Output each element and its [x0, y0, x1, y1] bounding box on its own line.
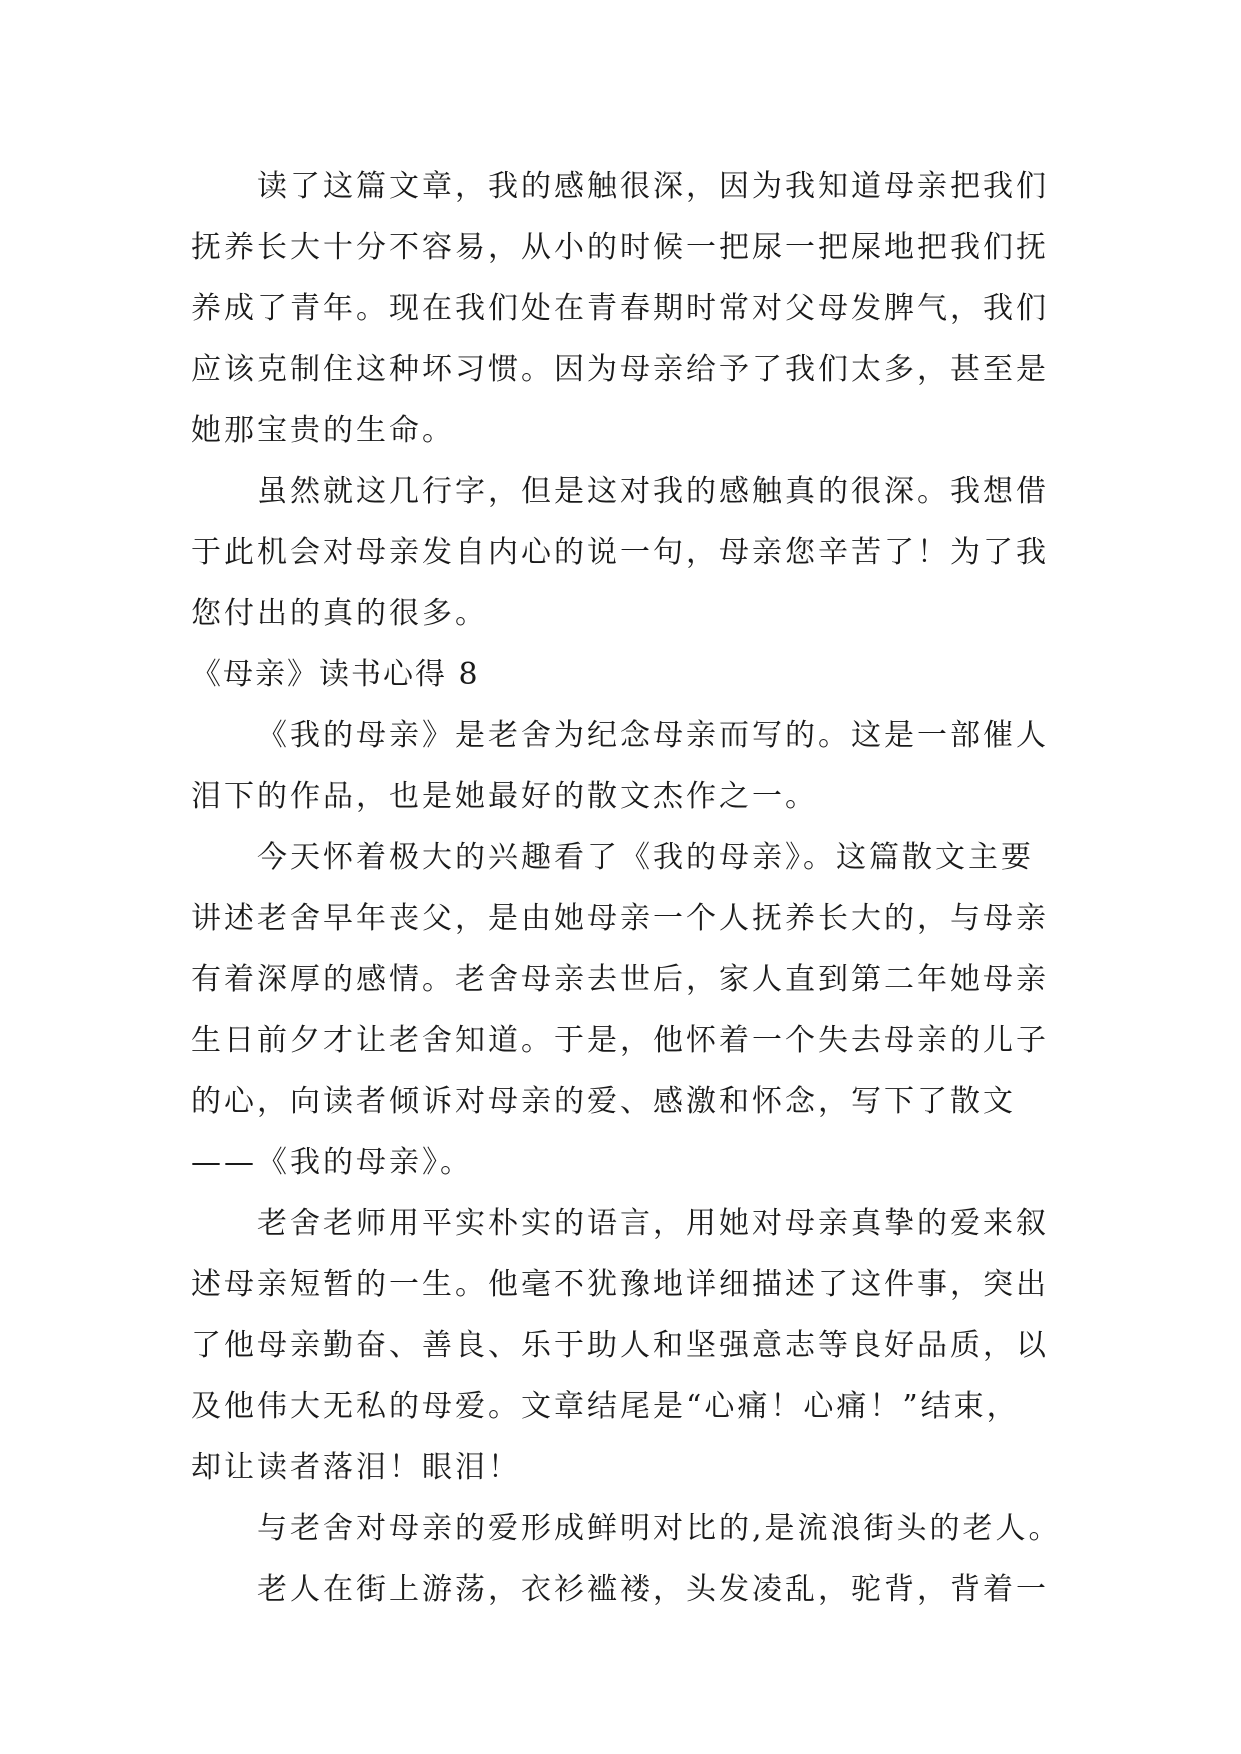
paragraph-line: 抚养长大十分不容易，从小的时候一把尿一把屎地把我们抚	[191, 230, 1049, 265]
paragraph-line: 却让读者落泪！眼泪！	[191, 1450, 521, 1485]
paragraph-line: 于此机会对母亲发自内心的说一句，母亲您辛苦了！为了我	[191, 535, 1049, 570]
paragraph-line: ——《我的母亲》。	[191, 1145, 473, 1180]
paragraph-line: 应该克制住这种坏习惯。因为母亲给予了我们太多，甚至是	[191, 352, 1049, 387]
paragraph-line: 养成了青年。现在我们处在青春期时常对父母发脾气，我们	[191, 291, 1049, 326]
document-body	[191, 156, 1062, 1620]
paragraph-line: 泪下的作品，也是她最好的散文杰作之一。	[191, 779, 818, 814]
paragraph-line: 生日前夕才让老舍知道。于是，他怀着一个失去母亲的儿子	[191, 1023, 1049, 1058]
paragraph-line: 讲述老舍早年丧父，是由她母亲一个人抚养长大的，与母亲	[191, 901, 1049, 936]
paragraph-line: 今天怀着极大的兴趣看了《我的母亲》。这篇散文主要	[257, 840, 1034, 875]
paragraph-line: 了他母亲勤奋、善良、乐于助人和坚强意志等良好品质，以	[191, 1328, 1049, 1363]
paragraph-line: 的心，向读者倾诉对母亲的爱、感激和怀念，写下了散文	[191, 1084, 1016, 1119]
paragraph-line: 及他伟大无私的母爱。文章结尾是“心痛！心痛！”结束，	[191, 1389, 1020, 1424]
paragraph-line: 您付出的真的很多。	[191, 596, 488, 631]
paragraph-line: 述母亲短暂的一生。他毫不犹豫地详细描述了这件事，突出	[191, 1267, 1049, 1302]
paragraph-line: 《我的母亲》是老舍为纪念母亲而写的。这是一部催人	[257, 718, 1049, 753]
section-heading: 《母亲》读书心得 8	[191, 657, 480, 692]
paragraph-line: 虽然就这几行字，但是这对我的感触真的很深。我想借	[257, 474, 1049, 509]
paragraph-line: 与老舍对母亲的爱形成鲜明对比的,是流浪街头的老人。	[257, 1511, 1062, 1546]
paragraph-line: 她那宝贵的生命。	[191, 413, 455, 448]
paragraph-line: 老舍老师用平实朴实的语言，用她对母亲真挚的爱来叙	[257, 1206, 1049, 1241]
paragraph-line: 读了这篇文章，我的感触很深，因为我知道母亲把我们	[257, 169, 1049, 204]
paragraph-line: 有着深厚的感情。老舍母亲去世后，家人直到第二年她母亲	[191, 962, 1049, 997]
paragraph-line: 老人在街上游荡，衣衫褴褛，头发凌乱，驼背，背着一	[257, 1572, 1049, 1607]
